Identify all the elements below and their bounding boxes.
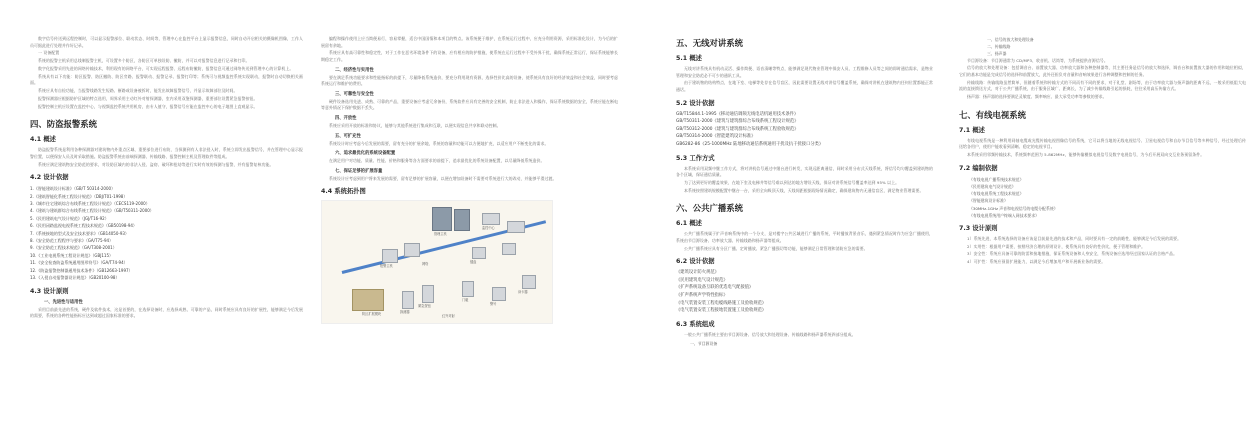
card-reader-device xyxy=(522,275,536,289)
paragraph: 节目源设备：节目源通常为 CD/MP3、收音机、话筒等，为系统提供音源信号。 xyxy=(967,57,1108,63)
paragraph: 为了达到更好的覆盖效果，在地下室及电梯井等信号难以到达的地方增设天线，保证对讲系统信号覆盖率达到 95% 以上。 xyxy=(684,179,900,185)
diagram-label: 防区扩展模块 xyxy=(362,312,382,317)
diagram-label: 门磁 xyxy=(462,298,469,303)
section-7-1-body xyxy=(959,138,1246,159)
paragraph: 数字化报警采用先进的网络传输技术，利用现有的网络平台，可实现远程报警、远程布防撤防，报警信息可通过网络传送到管理中心的计算机上。 xyxy=(38,65,294,71)
principle-6-heading: 六、追求最优化的系统设备配置 xyxy=(335,151,396,157)
section-6-1-title: 6.1 概述 xyxy=(676,220,702,228)
section-4-1-title: 4.1 概述 xyxy=(30,136,56,144)
broadcast-components-list xyxy=(959,36,1246,58)
paragraph: 本系统采用邻频传输技术，系统频率范围为 5-862MHz，能够传输模拟电视信号及数字电视信号，为今后开展双向交互业务预留条件。 xyxy=(967,152,1205,158)
reference-item: 《扩声系统设备互联的优选电气配接值》 xyxy=(676,285,754,291)
section-6-2-title: 6.2 设计依据 xyxy=(676,258,715,266)
section-5-3-body xyxy=(676,166,933,195)
document-page-3 xyxy=(630,0,945,432)
diagram-label: 键盘 xyxy=(470,260,477,265)
paragraph: 传输线路：传输线路虽然简单，但随着系统和传输方式的不同而有不同的要求，对于礼堂、剧场等，由于功率放大器与扬声器的距离不远，一般采用低阻大电流的直接馈送方式，对于公共广播系统，由于服务区域广、距离长，为了减少传输线路引起的损耗，往往采用高压传输方式。 xyxy=(959,79,1246,92)
section-4-3-paragraph: 采用目前最先进的系统，硬件及软件技术，这是首要的，在选择设备时，应选择成熟、可靠的产品，同时系统应具有良好的扩展性，能够满足今后发展的需要，系统的各种性能指标应达到或超过国家标准的要求。 xyxy=(30,306,303,319)
paragraph: 信号的放大和处理设备：包括调音台、前置放大器、功率放大器和各种控制器等，其主要任务是信号的放大和选择，调音台和前置放大器的作用和地位相似，它们的基本功能是完成信号的选择和前置放大，此外还担负对音量和音响效果进行各种调整和控制的任务。 xyxy=(959,65,1246,77)
reference-item: 《有线电视系统用户终端入网技术要求》 xyxy=(969,212,1040,218)
diagram-label: 网络 xyxy=(422,262,429,267)
detector-device xyxy=(462,281,474,297)
diagram-label: 读卡器 xyxy=(518,290,528,295)
paragraph: 系统的报警主机采用总线制报警主机，可设置多个防区，各防区可单独设防、撤防，并可以对报警信息进行记录和打印。 xyxy=(38,58,250,64)
paragraph: 4）可扩性：系统应预留扩展能力，以满足今后增加用户和开展新业务的需要。 xyxy=(967,259,1106,265)
paragraph: 报警探测器应根据防护区域的特点选用，周界采用主动红外对射探测器，室内采用双鉴探测器，重要部位设置紧急报警按钮。 xyxy=(38,95,258,101)
reference-item: 《智能建筑设计标准》 xyxy=(969,198,1008,204)
keypad-device xyxy=(472,247,486,259)
reference-item: 3.《城市住宅建筑综合布线系统工程设计规范》（CECS119-2000） xyxy=(30,201,150,207)
standard-item: GB/T50314-2000《智能建筑设计标准》 xyxy=(676,134,756,140)
list-item: 一、信号的放大和处理设备 xyxy=(987,37,1034,42)
principle-6-paragraph: 在满足用户对功能、质量、性能、价格和服务等各方面要求的前提下，追求最优化的系统设备配置，以尽量降低系统造价。 xyxy=(329,158,545,164)
server-rack xyxy=(454,209,470,231)
principles-continued xyxy=(321,36,618,64)
principle-3-heading: 三、可靠性与安全性 xyxy=(335,91,374,97)
paragraph: 数字信号传送到远程控制时，可以显示报警部位、联动状态、时间等，管理中心在监控平台上显示报警信息，同时自动开启相关的摄像机图像，工作人员可据此进行处理并作好记录。 xyxy=(30,36,303,48)
reference-item: 《建筑设计防火规范》 xyxy=(676,270,719,276)
reference-item: 2.《建筑智能化系统工程设计规范》（DBJ/T01-1998） xyxy=(30,193,128,199)
diagram-label: 警号 xyxy=(490,302,497,307)
document-page-1 xyxy=(0,0,315,432)
section-6-2-list xyxy=(676,269,933,315)
section-7-2-title: 7.2 编制依据 xyxy=(959,164,998,172)
reference-item: 《有线电视系统工程技术规范》 xyxy=(969,191,1024,197)
alarm-host-device xyxy=(382,249,398,263)
principle-5-paragraph: 系统设计时应考虑今后发展的需要，留有充分的扩展余地，系统的容量和功能可以方便地扩充，以适应用户不断变化的需求。 xyxy=(329,140,549,146)
standard-item: GB/T15844.1-1995《移动通信调频无线电话机通用技术条件》 xyxy=(676,111,799,117)
topology-figure-title: 4.4 系统拓扑图 xyxy=(321,188,366,196)
reference-item: 《30MHz-1GHz 声音和电视信号的电缆分配系统》 xyxy=(969,205,1058,211)
broadcast-components-body xyxy=(959,58,1246,101)
reference-item: 10.《工业电视系统工程设计规范》（GBJ115） xyxy=(30,252,114,258)
paragraph: 一 设备配置 xyxy=(38,50,60,56)
section-7-title: 七、有线电视系统 xyxy=(959,109,1026,120)
section-5-2-title: 5.2 设计依据 xyxy=(676,99,715,107)
reference-item: 8.《安全防范工程程序与要求》（GA/T75-94） xyxy=(30,238,114,244)
keypad-device xyxy=(502,243,516,255)
paragraph: 公共广播系统属于扩声音响系统中的一个分支，是对楼宇公共区域进行广播的系统，平时播放背景音乐，遇到紧急情况时作为应急广播使用，系统由节目源设备、功率放大器、传输线路和扬声器等组成。 xyxy=(676,231,933,243)
reference-item: 《有线电视广播系统技术规范》 xyxy=(969,176,1024,182)
standard-item: GB6282-86《25-1000MHz 陆地移动通信系统通用干扰及抗干扰接口分类》 xyxy=(676,141,824,147)
system-topology-diagram xyxy=(321,200,553,324)
diagram-label: 探测器 xyxy=(400,310,410,315)
principle-5-heading: 五、可扩充性 xyxy=(335,133,361,139)
principle-3-paragraph: 硬件设备选用先进、成熟、可靠的产品，重要设备应考虑冗余备份，系统软件应具有完善的安全机制，防止非法进入和操作，保证系统数据的安全，系统应能在断电等意外情况下保护数据不丢失。 xyxy=(321,98,618,111)
reference-item: 《电气装置安装工程电缆线路施工及验收规范》 xyxy=(676,300,767,306)
paragraph: 公共广播系统应具有分区广播、定时播放、紧急广播强切等功能，能够满足日常管理和消防应急的需要。 xyxy=(684,245,868,251)
paragraph: 本系统按照建筑规模配置中继台一台，采用全向吸顶天线，天线间距根据现场情况确定，确保建筑物内无通信盲区，满足物业管理需要。 xyxy=(684,187,924,193)
reference-item: 13.《入侵自动报警器设计规范》（GB20100-98） xyxy=(30,275,120,281)
reference-item: 《电气装置安装工程接地装置施工及验收规范》 xyxy=(676,308,767,314)
section-6-title: 六、公共广播系统 xyxy=(676,203,743,214)
document-page-4 xyxy=(945,0,1260,432)
paragraph: 本系统采用双频中继工作方式，将对讲机信号通过中继台进行转发，实现远距离通信，同时采用分布式天线系统，将信号均匀覆盖到建筑物的各个区域，保证通信质量。 xyxy=(676,165,933,178)
reference-item: 6.《民用闭路监视电视系统工程技术规范》（GB50198-94） xyxy=(30,223,137,229)
section-5-1-body xyxy=(676,66,933,94)
paragraph: 系统具有以下功能：防区报警、防区撤防、防区旁路、报警联动、报警记录、报警打印等；系统可与视频监控系统实现联动，报警时自动切换相关画面。 xyxy=(30,73,303,86)
reference-item: 《扩声系统声学特性指标》 xyxy=(676,293,728,299)
paragraph: 由于建筑物的结构特点，在地下室、电梯等处存在信号盲区，因此需要设置无线对讲信号覆盖系统，确保对讲机在建筑物内任何位置都能正常通话。 xyxy=(676,80,933,92)
standard-item: GB/T50312-2000《建筑与建筑群综合布线系统工程验收规范》 xyxy=(676,126,799,132)
diagram-label: 监控中心 xyxy=(482,226,495,231)
section-7-2-list xyxy=(959,176,1246,219)
paragraph: 系统应具有高可靠性和稳定性，对于工作在恶劣环境条件下的设备，应有相应的防护措施，使系统在运行过程中不受外界干扰，确保系统正常运行，保证系统能够长期稳定工作。 xyxy=(321,50,618,62)
detector-device xyxy=(422,285,434,303)
diagram-label: 报警主机 xyxy=(380,264,393,269)
siren-device xyxy=(492,287,506,301)
standard-item: GB/T50311-2000《建筑与建筑群综合布线系统工程设计规范》 xyxy=(676,119,799,125)
list-item: 二、传输线路 xyxy=(987,44,1011,50)
paragraph: 系统应满足建筑物安全防范的要求，对设防区域内的非法入侵、盗窃、破坏和抢劫等进行实时有效的探测与报警，并有报警复核功能。 xyxy=(38,161,274,167)
section-7-3-title: 7.3 设计原则 xyxy=(959,224,998,232)
diagram-label: 管理主机 xyxy=(434,232,447,237)
reference-item: 《民用建筑电气设计规范》 xyxy=(676,277,728,283)
section-5-3-title: 5.3 工作方式 xyxy=(676,154,715,162)
workstation-device xyxy=(482,213,500,225)
paragraph: 2）实用性：根据用户需要，按照经济合理的原则设计，使系统具有良好的性价比，便于管理和维护。 xyxy=(967,243,1146,249)
section-6-3-subheading: 一、节目源设备 xyxy=(690,340,718,346)
principle-7-paragraph: 系统设计应考虑到用户将来发展的需要，留有足够的扩展容量，以便在增加设备时不需要对系统进行大的改动，并能够平滑过渡。 xyxy=(329,175,557,181)
principle-4-paragraph: 系统应采用开放的标准和协议，能够与其他系统进行集成和互联，以便实现信息共享和联动控制。 xyxy=(329,122,501,128)
section-5-title: 五、无线对讲系统 xyxy=(676,38,743,48)
paragraph: 编程和操作使用上应当简便易行，容易掌握，适合中国国情和本项目的特点。该系统便于维护，在系统运行过程中，应充分利用资源，采用标准化设计，为今后的扩展留有余地。 xyxy=(321,36,618,48)
list-item: 三、扬声器 xyxy=(987,51,1007,57)
section-4-3-title: 4.3 设计原则 xyxy=(30,287,69,295)
reference-item: 《民用建筑电气设计规范》 xyxy=(969,183,1016,189)
alarm-host-device xyxy=(404,243,420,257)
reference-item: 9.《安全防范工程技术规范》（GA/T308-2001） xyxy=(30,245,117,251)
section-7-3-body xyxy=(959,236,1246,266)
paragraph: 1）系统先进，本系统选择的设备应该是目前最先进的技术和产品，同时要具有一定的前瞻性，能够满足今后发展的需要。 xyxy=(967,235,1182,241)
paragraph: 扬声器：扬声器的选择要满足灵敏度、频率响应、最大承受功率等参数的要求。 xyxy=(967,94,1107,100)
section-4-1-body xyxy=(30,147,303,168)
principle-2-paragraph: 要在满足系统功能要求和性能指标的前提下，尽量降低系统造价，要充分利用现有资源，选择性价比高的设备，使系统具有良好的经济效益和社会效益，同时要考虑系统运行和维护的费用。 xyxy=(321,74,618,87)
section-5-2-list xyxy=(676,111,933,149)
paragraph: 系统应具有自检功能，当报警线路发生短路、断路或设备被拆时，能发出故障报警信号，并显示故障部位及时间。 xyxy=(38,88,238,94)
reference-item: 12.《防盗报警控制器通用技术条件》（GB12663-1997） xyxy=(30,267,133,273)
reference-item: 4.《建筑与建筑群综合布线系统工程设计规范》（GB/T50311-2000） xyxy=(30,208,154,214)
section-4-2-list xyxy=(30,185,303,281)
reference-item: 11.《安全检查防盗系统通用图形符号》（GA/T74-94） xyxy=(30,260,128,266)
paragraph: 防盗报警系统是利用各种探测器对建筑物内外重点区域、重要部位进行布防，当探测到有人非法侵入时，系统立即发出报警信号，并在管理中心显示报警位置，以便保安人员及时采取措施。防盗报警系统由前端探测器、传输线路、报警控制主机及管理软件等组成。 xyxy=(30,147,303,159)
section-4-title: 四、防盗报警系统 xyxy=(30,119,97,130)
section-7-1-title: 7.1 概述 xyxy=(959,126,985,134)
detector-device xyxy=(402,291,414,309)
diagram-label: 紧急按钮 xyxy=(418,304,431,309)
document-page-2 xyxy=(315,0,630,432)
workstation-device xyxy=(507,221,525,233)
paragraph: 有线电视系统是一种利用同轴电缆或光缆传输电视图像信号的系统，它可以将当地的无线电视信号、卫星电视信号和自办节目信号等多种信号，经过处理后传送给各用户，使用户能收看到清晰、稳定的电视节目。 xyxy=(959,137,1246,150)
section-4-2-title: 4.2 设计依据 xyxy=(30,174,69,182)
paragraph: 无线对讲系统具有机动灵活、操作简便、语音清晰等特点，能够满足现代物业管理中保安人员、工程维修人员等之间的即时通信需求，是物业管理和安全防范必不可少的通讯工具。 xyxy=(676,66,933,78)
paragraph: 3）安全性：系统应具备可靠的防雷和接地措施，保证系统设备和人身安全，系统设备应选用经过国家认证的合格产品。 xyxy=(967,251,1178,257)
paragraph: 报警控制主机应设置在监控中心，与视频监控系统共用机房，由专人值守，报警信号应能在监控中心的电子地图上直观显示。 xyxy=(38,103,258,109)
reference-item: 7.《系统接地的型式及安全技术要求》（GB14050-93） xyxy=(30,230,129,236)
reference-item: 5.《民用建筑电气设计规范》（JGJ/T16-92） xyxy=(30,215,109,221)
section-6-1-body xyxy=(676,231,933,252)
diagram-label: 红外对射 xyxy=(442,314,455,319)
principle-7-heading: 七、保证足够的扩展容量 xyxy=(335,168,383,174)
intro-block xyxy=(30,36,303,110)
principle-2-heading: 二、经济性与实用性 xyxy=(335,67,374,73)
section-6-3-title: 6.3 系统组成 xyxy=(676,320,715,328)
building-block xyxy=(352,289,384,311)
reference-item: 1.《智能建筑设计标准》（GB/T 50314-2000） xyxy=(30,186,116,192)
server-rack xyxy=(432,207,452,231)
principle-4-heading: 四、开放性 xyxy=(335,115,357,121)
section-6-3-paragraph: 一般公共广播系统主要由节目源设备、信号放大和处理设备、传输线路和扬声器系统四部分组成。 xyxy=(684,331,856,337)
section-4-3-subheading: 一、先进性与适用性 xyxy=(44,299,83,305)
section-5-1-title: 5.1 概述 xyxy=(676,55,702,62)
